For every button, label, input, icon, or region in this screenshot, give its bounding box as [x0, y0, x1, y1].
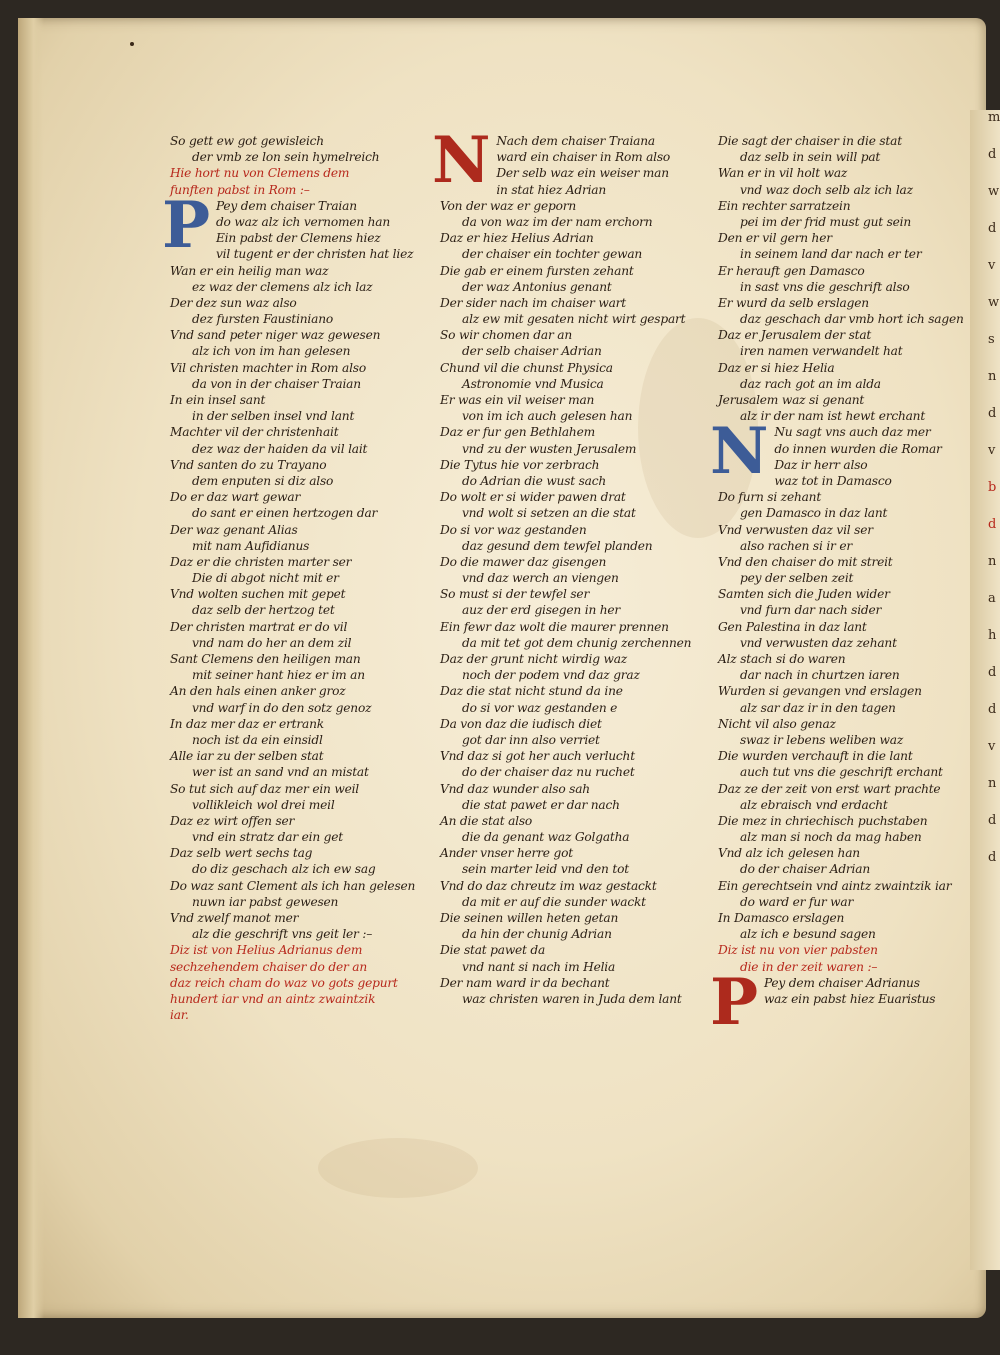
- col2-line: Die Tytus hie vor zerbrach: [440, 457, 600, 472]
- col3-line: Alz stach si do waren: [718, 652, 846, 666]
- col3-line: in sast vns die geschrift also: [740, 279, 910, 294]
- col3-line: Gen Palestina in daz lant: [718, 619, 867, 634]
- edge-letter: d: [988, 221, 996, 236]
- col2-line: Daz der grunt nicht wirdig waz: [440, 652, 627, 666]
- col2-line: alz ew mit gesaten nicht wirt gespart: [462, 312, 686, 327]
- text-column-2: [432, 123, 692, 1007]
- col3-line: gen Damasco in daz lant: [740, 506, 888, 521]
- col2-line: sein marter leid vnd den tot: [462, 862, 629, 877]
- decorated-initial: P: [710, 964, 758, 1040]
- col2-line: von im ich auch gelesen han: [462, 409, 633, 424]
- col3-line: do der chaiser Adrian: [740, 862, 870, 877]
- page-gutter: [18, 18, 44, 1318]
- col2-line: Do die mawer daz gisengen: [440, 554, 607, 569]
- col3-line: pei im der frid must gut sein: [740, 214, 912, 229]
- col2-line: got dar inn also verriet: [462, 732, 600, 747]
- col1-line: wer ist an sand vnd an mistat: [192, 765, 369, 780]
- col3-line: alz ir der nam ist hewt erchant: [740, 409, 926, 424]
- col2-line: Daz er fur gen Bethlahem: [440, 425, 595, 440]
- col3-line: alz ich e besund sagen: [740, 927, 876, 942]
- col3-line: alz ebraisch vnd erdacht: [740, 797, 888, 812]
- col1-line: dem enputen si diz also: [192, 473, 334, 488]
- col2-line: Der selb waz ein weiser man: [496, 166, 669, 181]
- col1-line: Der dez sun waz also: [170, 295, 297, 310]
- col1-line: alz ich von im han gelesen: [192, 344, 351, 359]
- col3-line: dar nach in churtzen iaren: [740, 668, 900, 683]
- col3-line: swaz ir lebens weliben waz: [740, 732, 904, 747]
- text-column-3: [710, 133, 964, 1040]
- col3-line: Do furn si zehant: [718, 490, 822, 505]
- col2-line: vnd daz werch an viengen: [462, 571, 619, 586]
- col2-line: Vnd daz si got her auch verlucht: [440, 749, 635, 764]
- col3-line: Den er vil gern her: [718, 231, 832, 246]
- col1-line: nuwn iar pabst gewesen: [192, 894, 339, 909]
- col1-line: Der waz genant Alias: [170, 522, 298, 537]
- edge-letter: d: [988, 517, 996, 532]
- col1-line: daz reich cham do waz vo gots gepurt: [170, 975, 398, 990]
- edge-letter: v: [988, 739, 995, 754]
- text-column-1: [162, 133, 420, 1023]
- col3-line: Samten sich die Juden wider: [718, 587, 890, 602]
- col1-line: hundert iar vnd an aintz zwaintzik: [170, 991, 376, 1006]
- col1-line: Die di abgot nicht mit er: [192, 571, 339, 586]
- col1-line: sechzehendem chaiser do der an: [170, 959, 367, 974]
- col3-line: Diz ist nu von vier pabsten: [718, 943, 878, 958]
- col2-line: Vnd do daz chreutz im waz gestackt: [440, 878, 657, 893]
- col1-line: da von in der chaiser Traian: [192, 376, 361, 391]
- col1-line: Diz ist von Helius Adrianus dem: [170, 943, 363, 958]
- col2-line: Der sider nach im chaiser wart: [440, 295, 626, 310]
- col1-line: Der christen martrat er do vil: [170, 619, 348, 634]
- edge-letter: d: [988, 850, 996, 865]
- col3-line: Daz er si hiez Helia: [718, 360, 835, 375]
- col2-line: die stat pawet er dar nach: [462, 797, 620, 812]
- edge-letter: w: [988, 184, 999, 199]
- col2-line: Vnd daz wunder also sah: [440, 781, 590, 796]
- col2-line: auz der erd gisegen in her: [462, 603, 621, 618]
- col1-line: Daz ez wirt offen ser: [170, 813, 295, 828]
- edge-letter: d: [988, 813, 996, 828]
- edge-letter: b: [988, 480, 996, 495]
- col3-line: Wurden si gevangen vnd erslagen: [718, 684, 922, 699]
- col1-line: iar.: [170, 1008, 189, 1023]
- col1-line: Hie hort nu von Clemens dem: [170, 166, 350, 181]
- col1-line: An den hals einen anker groz: [170, 684, 346, 699]
- col3-line: vnd furn dar nach sider: [740, 603, 882, 618]
- col2-line: Daz er hiez Helius Adrian: [440, 231, 594, 246]
- col2-line: Do si vor waz gestanden: [440, 522, 587, 537]
- col2-line: vnd wolt si setzen an die stat: [462, 506, 636, 521]
- col2-line: daz gesund dem tewfel planden: [462, 538, 653, 553]
- col2-line: do si vor waz gestanden e: [462, 700, 618, 715]
- parchment-stain: [318, 1138, 478, 1198]
- col3-line: daz geschach dar vmb hort ich sagen: [740, 312, 964, 327]
- col1-line: Pey dem chaiser Traian: [215, 198, 357, 213]
- edge-letters: [970, 110, 1000, 865]
- col2-line: Da von daz die iudisch diet: [440, 716, 602, 731]
- edge-letter: m: [988, 110, 1000, 125]
- col3-line: Daz ze der zeit von erst wart prachte: [718, 781, 941, 796]
- col1-line: alz die geschrift vns geit ler :–: [192, 927, 373, 942]
- col3-line: alz sar daz ir in den tagen: [740, 700, 896, 715]
- edge-letter: d: [988, 406, 996, 421]
- decorated-initial: N: [432, 123, 491, 198]
- col3-line: Vnd den chaiser do mit streit: [718, 554, 893, 569]
- col3-line: do ward er fur war: [740, 894, 854, 909]
- edge-letter: n: [988, 369, 996, 384]
- edge-letter: n: [988, 554, 996, 569]
- col2-line: Astronomie vnd Musica: [462, 376, 604, 391]
- col1-line: Daz er die christen marter ser: [170, 554, 352, 569]
- col1-line: in der selben insel vnd lant: [192, 409, 355, 424]
- col2-line: So wir chomen dar an: [440, 328, 572, 343]
- col1-line: vil tugent er der christen hat liez: [215, 247, 414, 262]
- col1-line: Vnd santen do zu Trayano: [170, 457, 327, 472]
- col1-line: vollikleich wol drei meil: [192, 797, 335, 812]
- col3-line: daz rach got an im alda: [740, 376, 881, 391]
- col3-line: Die mez in chriechisch puchstaben: [718, 813, 928, 828]
- col1-line: dez waz der haiden da vil lait: [192, 441, 368, 456]
- col2-line: Ander vnser herre got: [440, 846, 573, 861]
- col1-line: Vnd zwelf manot mer: [170, 911, 299, 925]
- col3-line: in seinem land dar nach er ter: [740, 247, 922, 262]
- col1-line: Do er daz wart gewar: [170, 490, 301, 505]
- col2-line: Der nam ward ir da bechant: [440, 975, 610, 990]
- col3-line: vnd waz doch selb alz ich laz: [740, 182, 913, 197]
- col1-line: Sant Clemens den heiligen man: [170, 652, 361, 666]
- col1-line: Daz selb wert sechs tag: [170, 846, 313, 861]
- col2-line: noch der podem vnd daz graz: [462, 668, 640, 683]
- col1-line: vnd warf in do den sotz genoz: [192, 700, 372, 715]
- edge-letter: d: [988, 665, 996, 680]
- col3-line: pey der selben zeit: [740, 571, 854, 586]
- col1-line: In daz mer daz er ertrank: [170, 716, 324, 731]
- col1-line: funften pabst in Rom :–: [170, 182, 310, 197]
- col2-line: do der chaiser daz nu ruchet: [462, 765, 635, 780]
- col2-line: ward ein chaiser in Rom also: [496, 150, 671, 165]
- col1-line: vnd nam do her an dem zil: [192, 635, 352, 650]
- col2-line: Nach dem chaiser Traiana: [496, 134, 655, 148]
- col3-line: Wan er in vil holt waz: [718, 166, 848, 181]
- col1-line: vnd ein stratz dar ein get: [192, 830, 343, 845]
- col2-line: da hin der chunig Adrian: [462, 927, 612, 942]
- col2-line: die da genant waz Golgatha: [462, 830, 630, 845]
- col3-line: Er wurd da selb erslagen: [718, 295, 869, 310]
- col3-line: Nu sagt vns auch daz mer: [774, 425, 931, 440]
- col2-line: Do wolt er si wider pawen drat: [440, 490, 626, 505]
- edge-letter: d: [988, 147, 996, 162]
- col3-line: Daz er Jerusalem der stat: [718, 328, 872, 343]
- decorated-initial: P: [162, 187, 210, 263]
- col3-line: Daz ir herr also: [774, 457, 868, 472]
- col3-line: also rachen si ir er: [740, 538, 852, 553]
- col1-line: Vnd sand peter niger waz gewesen: [170, 328, 381, 343]
- edge-letter: n: [988, 776, 996, 791]
- col3-line: waz ein pabst hiez Euaristus: [763, 991, 936, 1006]
- col1-line: do diz geschach alz ich ew sag: [192, 862, 376, 877]
- col1-line: Vnd wolten suchen mit gepet: [170, 587, 346, 602]
- col3-line: Jerusalem waz si genant: [718, 393, 865, 407]
- col3-line: Vnd alz ich gelesen han: [718, 846, 860, 861]
- col2-line: da mit er auf die sunder wackt: [462, 894, 646, 909]
- col1-line: daz selb der hertzog tet: [192, 603, 335, 618]
- col1-line: So gett ew got gewisleich: [170, 134, 324, 148]
- col3-line: auch tut vns die geschrift erchant: [740, 765, 943, 780]
- col1-line: So tut sich auf daz mer ein weil: [170, 781, 359, 796]
- col2-line: So must si der tewfel ser: [440, 587, 590, 602]
- col2-line: Daz die stat nicht stund da ine: [440, 684, 623, 699]
- next-page-edge: [970, 110, 1000, 1270]
- col1-line: mit seiner hant hiez er im an: [192, 668, 365, 683]
- col2-line: Die gab er einem fursten zehant: [440, 263, 634, 278]
- col2-line: Die stat pawet da: [440, 943, 546, 958]
- col3-line: In Damasco erslagen: [718, 911, 845, 925]
- col1-line: der vmb ze lon sein hymelreich: [192, 150, 380, 165]
- edge-letter: h: [988, 628, 996, 643]
- col2-line: der chaiser ein tochter gewan: [462, 247, 643, 262]
- col1-line: dez fursten Faustiniano: [192, 312, 333, 327]
- col2-line: waz christen waren in Juda dem lant: [462, 991, 682, 1006]
- edge-letter: v: [988, 258, 995, 273]
- col2-line: Er was ein vil weiser man: [440, 393, 595, 407]
- edge-letter: a: [988, 591, 995, 606]
- col3-line: daz selb in sein will pat: [740, 150, 881, 165]
- col2-line: Chund vil die chunst Physica: [440, 360, 613, 375]
- col2-line: vnd nant si nach im Helia: [462, 959, 616, 974]
- col3-line: iren namen verwandelt hat: [740, 344, 903, 359]
- col1-line: Ein pabst der Clemens hiez: [215, 231, 381, 246]
- col2-line: der selb chaiser Adrian: [462, 344, 602, 359]
- edge-letter: d: [988, 702, 996, 717]
- col2-line: da von waz im der nam erchorn: [462, 214, 653, 229]
- col1-line: do waz alz ich vernomen han: [215, 214, 391, 229]
- col3-line: alz man si noch da mag haben: [740, 830, 922, 845]
- col3-line: Ein rechter sarratzein: [718, 198, 851, 213]
- col1-line: mit nam Aufidianus: [192, 538, 310, 553]
- col3-line: Pey dem chaiser Adrianus: [763, 975, 920, 990]
- col1-line: Do waz sant Clement als ich han gelesen: [170, 878, 416, 893]
- col3-line: die in der zeit waren :–: [740, 959, 878, 974]
- col2-line: Die seinen willen heten getan: [440, 911, 619, 925]
- col3-line: Die sagt der chaiser in die stat: [718, 134, 902, 148]
- col1-line: do sant er einen hertzogen dar: [192, 506, 378, 521]
- edge-letter: w: [988, 295, 999, 310]
- col1-line: noch ist da ein einsidl: [192, 732, 323, 747]
- col3-line: waz tot in Damasco: [774, 473, 892, 488]
- col1-line: In ein insel sant: [170, 393, 266, 407]
- col3-line: do innen wurden die Romar: [774, 441, 942, 456]
- edge-letter: v: [988, 443, 995, 458]
- col3-line: Die wurden verchauft in die lant: [718, 749, 913, 764]
- col2-line: An die stat also: [440, 813, 533, 828]
- col1-line: Wan er ein heilig man waz: [170, 263, 329, 278]
- col2-line: der waz Antonius genant: [462, 279, 612, 294]
- col2-line: da mit tet got dem chunig zerchennen: [462, 635, 692, 650]
- col1-line: ez waz der clemens alz ich laz: [192, 279, 373, 294]
- page-dot: [130, 42, 134, 46]
- col2-line: do Adrian die wust sach: [462, 473, 607, 488]
- edge-letter: s: [988, 332, 994, 347]
- col3-line: Ein gerechtsein vnd aintz zwaintzik iar: [718, 878, 952, 893]
- col2-line: Ein fewr daz wolt die maurer prennen: [440, 619, 669, 634]
- col3-line: Er herauft gen Damasco: [718, 263, 865, 278]
- col3-line: vnd verwusten daz zehant: [740, 635, 897, 650]
- col2-line: vnd zu der wusten Jerusalem: [462, 441, 637, 456]
- col1-line: Machter vil der christenhait: [170, 425, 339, 440]
- col2-line: Von der waz er geporn: [440, 198, 576, 213]
- col2-line: in stat hiez Adrian: [496, 182, 607, 197]
- col3-line: Vnd verwusten daz vil ser: [718, 522, 873, 537]
- col1-line: Vil christen machter in Rom also: [170, 360, 366, 375]
- col3-line: Nicht vil also genaz: [718, 716, 836, 731]
- decorated-initial: N: [710, 414, 769, 490]
- col1-line: Alle iar zu der selben stat: [170, 749, 324, 764]
